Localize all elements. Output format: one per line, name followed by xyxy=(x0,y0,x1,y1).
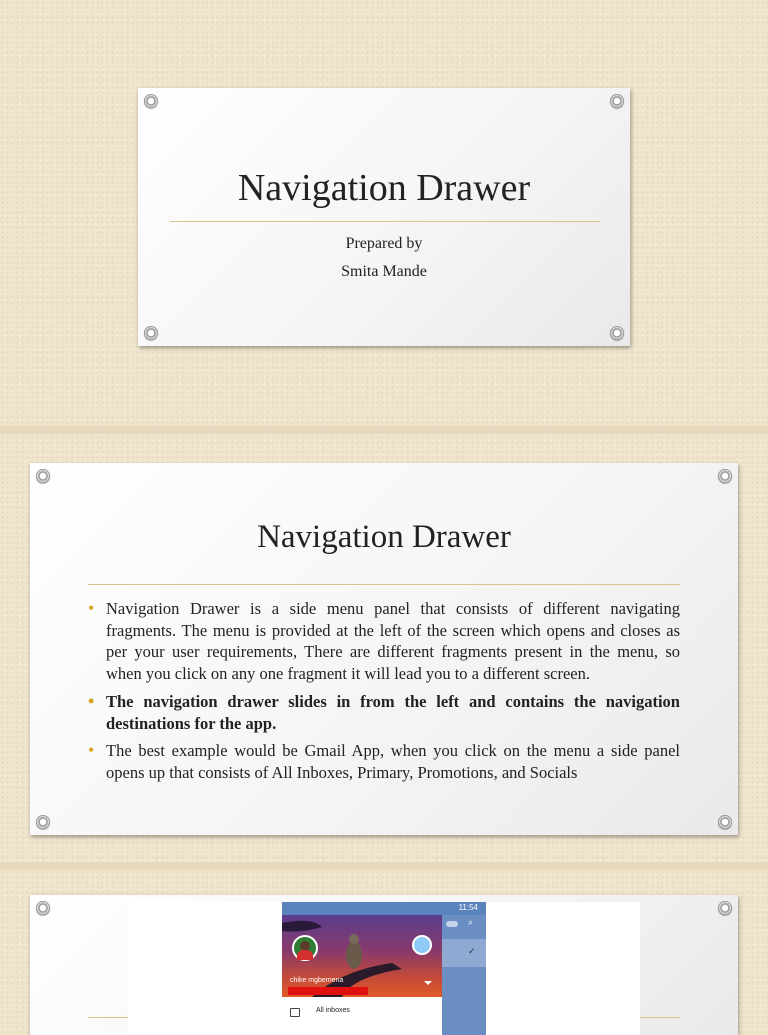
slide-separator xyxy=(0,426,768,434)
drawer-header xyxy=(282,915,442,997)
prepared-by-label: Prepared by xyxy=(345,235,423,252)
rivet-icon xyxy=(610,94,624,108)
rivet-icon xyxy=(144,94,158,108)
author-name: Smita Mande xyxy=(341,263,427,280)
slide-title: Navigation Drawer xyxy=(237,167,531,209)
search-icon: ⌕ xyxy=(468,918,474,928)
slide-title: Navigation Drawer xyxy=(257,519,511,555)
account-icon[interactable] xyxy=(412,935,432,955)
screenshot-image xyxy=(128,902,640,1035)
menu-item-all-inboxes[interactable] xyxy=(282,1002,442,1024)
title-divider xyxy=(88,584,680,585)
rivet-icon xyxy=(36,901,50,915)
avatar[interactable] xyxy=(292,935,318,961)
title-slide xyxy=(138,88,630,346)
email-redaction xyxy=(288,987,368,995)
check-icon: ✓ xyxy=(468,947,476,957)
toggle-icon xyxy=(446,921,458,927)
menu-item-label: All inboxes xyxy=(316,1007,350,1014)
inbox-peek xyxy=(442,915,486,1035)
inbox-icon xyxy=(290,1008,300,1017)
rivet-icon xyxy=(610,326,624,340)
user-name: chike mgbemena xyxy=(290,977,344,984)
chevron-down-icon[interactable] xyxy=(424,981,432,985)
slide-separator xyxy=(0,862,768,870)
list-item: • Navigation Drawer is a side menu panel that consists of different navigating fragments. The menu is provided at the left of the screen which opens and closes as per your user requirements, There are different fragments present in the menu, so when you click on any one fragment it will lead you to a different screen. xyxy=(88,598,680,685)
rivet-icon xyxy=(144,326,158,340)
rivet-icon xyxy=(718,469,732,483)
title-divider xyxy=(170,221,600,222)
status-bar xyxy=(282,902,486,915)
image-slide xyxy=(30,895,738,1035)
rivet-icon xyxy=(36,815,50,829)
rivet-icon xyxy=(718,815,732,829)
list-item: • The navigation drawer slides in from the left and contains the navigation destinations for the app. xyxy=(88,691,680,734)
phone-mockup xyxy=(282,902,486,1035)
rivet-icon xyxy=(718,901,732,915)
content-slide xyxy=(30,463,738,835)
list-item: • The best example would be Gmail App, when you click on the menu a side panel opens up that consists of All Inboxes, Primary, Promotions, and Socials xyxy=(88,740,680,783)
status-time: 11:54 xyxy=(458,903,478,912)
rivet-icon xyxy=(36,469,50,483)
bullet-list xyxy=(88,598,680,790)
